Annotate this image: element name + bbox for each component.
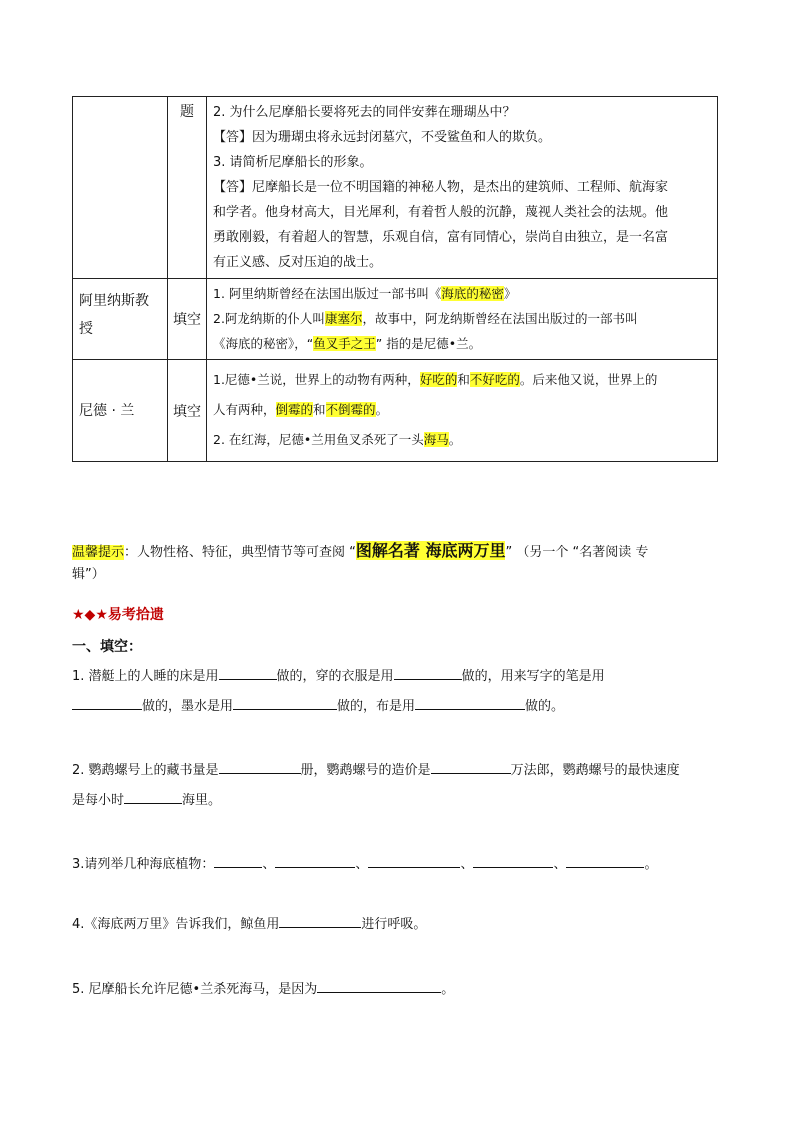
highlight: 好吃的 xyxy=(419,372,458,387)
answer-blank[interactable] xyxy=(124,789,182,804)
tip-reference: 图解名著 海底两万里 xyxy=(355,541,506,560)
highlight: 不好吃的 xyxy=(469,372,520,387)
answer-blank[interactable] xyxy=(431,759,511,774)
answer-blank[interactable] xyxy=(233,695,337,710)
highlight: 不倒霉的 xyxy=(325,402,376,417)
type-cell xyxy=(168,360,207,462)
answer-blank[interactable] xyxy=(279,913,361,928)
question-3: 3.请列举几种海底植物： 、 、 、 、 。 xyxy=(72,850,732,880)
answer-blank[interactable] xyxy=(566,853,644,868)
answer-line: 2. 为什么尼摩船长要将死去的同伴安葬在珊瑚丛中？ xyxy=(213,105,516,120)
highlight: 海马 xyxy=(423,432,449,447)
question-1: 1. 潜艇上的人睡的床是用 做的，穿的衣服是用 做的，用来写字的笔是用 做的，墨水是用 做的，布是用 做的。 xyxy=(72,662,732,722)
type-label: 题 xyxy=(180,104,194,120)
question-2: 2. 鹦鹉螺号上的藏书量是 册，鹦鹉螺号的造价是 万法郎，鹦鹉螺号的最快速度 是每小时 海里。 xyxy=(72,756,732,816)
content-line: 人有两种，倒霉的和不倒霉的。 xyxy=(213,402,389,417)
type-label: 填空 xyxy=(173,312,201,328)
answer-line: 【答】因为珊瑚虫将永远封闭墓穴，不受鲨鱼和人的欺负。 xyxy=(213,130,552,145)
answer-blank[interactable] xyxy=(473,853,553,868)
highlight: 康塞尔 xyxy=(324,311,363,326)
type-cell xyxy=(168,97,207,279)
content-line: 1.尼德•兰说，世界上的动物有两种，好吃的和不好吃的。后来他又说，世界上的 xyxy=(213,372,658,387)
answer-blank[interactable] xyxy=(394,665,462,680)
answer-blank[interactable] xyxy=(214,853,262,868)
content-line: 2.阿龙纳斯的仆人叫康塞尔，故事中，阿龙纳斯曾经在法国出版过的一部书叫 xyxy=(213,311,638,326)
highlight: 鱼叉手之王 xyxy=(313,336,376,351)
highlight: 海底的秘密 xyxy=(441,286,504,301)
answer-blank[interactable] xyxy=(219,665,277,680)
content-cell xyxy=(207,360,718,462)
answer-blank[interactable] xyxy=(317,978,441,993)
content-cell xyxy=(207,97,718,279)
section-heading-review: ★◆★易考拾遗 xyxy=(72,607,164,623)
answer-blank[interactable] xyxy=(219,759,301,774)
character-name-line: 阿里纳斯教 xyxy=(79,293,149,309)
answer-line: 和学者。他身材高大，目光犀利，有着哲人般的沉静，蔑视人类社会的法规。他 xyxy=(213,205,669,220)
name-cell xyxy=(73,279,168,360)
table-row xyxy=(73,279,718,360)
content-line: 《海底的秘密》，“鱼叉手之王” 指的是尼德•兰。 xyxy=(213,336,482,351)
type-label: 填空 xyxy=(173,403,201,420)
answer-blank[interactable] xyxy=(415,695,525,710)
type-cell xyxy=(168,279,207,360)
answer-line: 【答】尼摩船长是一位不明国籍的神秘人物，是杰出的建筑师、工程师、航海家 xyxy=(213,180,669,195)
answer-blank[interactable] xyxy=(368,853,460,868)
section-heading-fill: 一、填空： xyxy=(72,639,142,655)
table-row xyxy=(73,97,718,279)
answer-blank[interactable] xyxy=(275,853,355,868)
content-cell xyxy=(207,279,718,360)
tip-paragraph: 温馨提示：人物性格、特征，典型情节等可查阅 “图解名著 海底两万里” （另一个 “名著阅读 专 辑”） xyxy=(72,541,649,582)
character-name: 尼德 · 兰 xyxy=(79,402,135,419)
character-name-line: 授 xyxy=(79,321,93,337)
answer-line: 3. 请简析尼摩船长的形象。 xyxy=(213,155,373,170)
name-cell xyxy=(73,360,168,462)
content-line: 2. 在红海，尼德•兰用鱼叉杀死了一头海马。 xyxy=(213,432,462,447)
tip-label: 温馨提示 xyxy=(72,545,125,560)
question-5: 5. 尼摩船长允许尼德•兰杀死海马，是因为 。 xyxy=(72,975,732,1005)
name-cell-empty xyxy=(73,97,168,279)
content-line: 1. 阿里纳斯曾经在法国出版过一部书叫《海底的秘密》 xyxy=(213,286,517,301)
highlight: 倒霉的 xyxy=(275,402,314,417)
answer-line: 勇敢刚毅，有着超人的智慧，乐观自信，富有同情心，崇尚自由独立，是一名富 xyxy=(213,230,669,245)
answer-line: 有正义感、反对压迫的战士。 xyxy=(213,255,383,270)
answer-blank[interactable] xyxy=(72,695,142,710)
character-table xyxy=(72,96,718,462)
star-diamond-icon: ★◆★ xyxy=(72,607,108,623)
table-row xyxy=(73,360,718,462)
question-4: 4.《海底两万里》告诉我们，鲸鱼用 进行呼吸。 xyxy=(72,910,732,940)
